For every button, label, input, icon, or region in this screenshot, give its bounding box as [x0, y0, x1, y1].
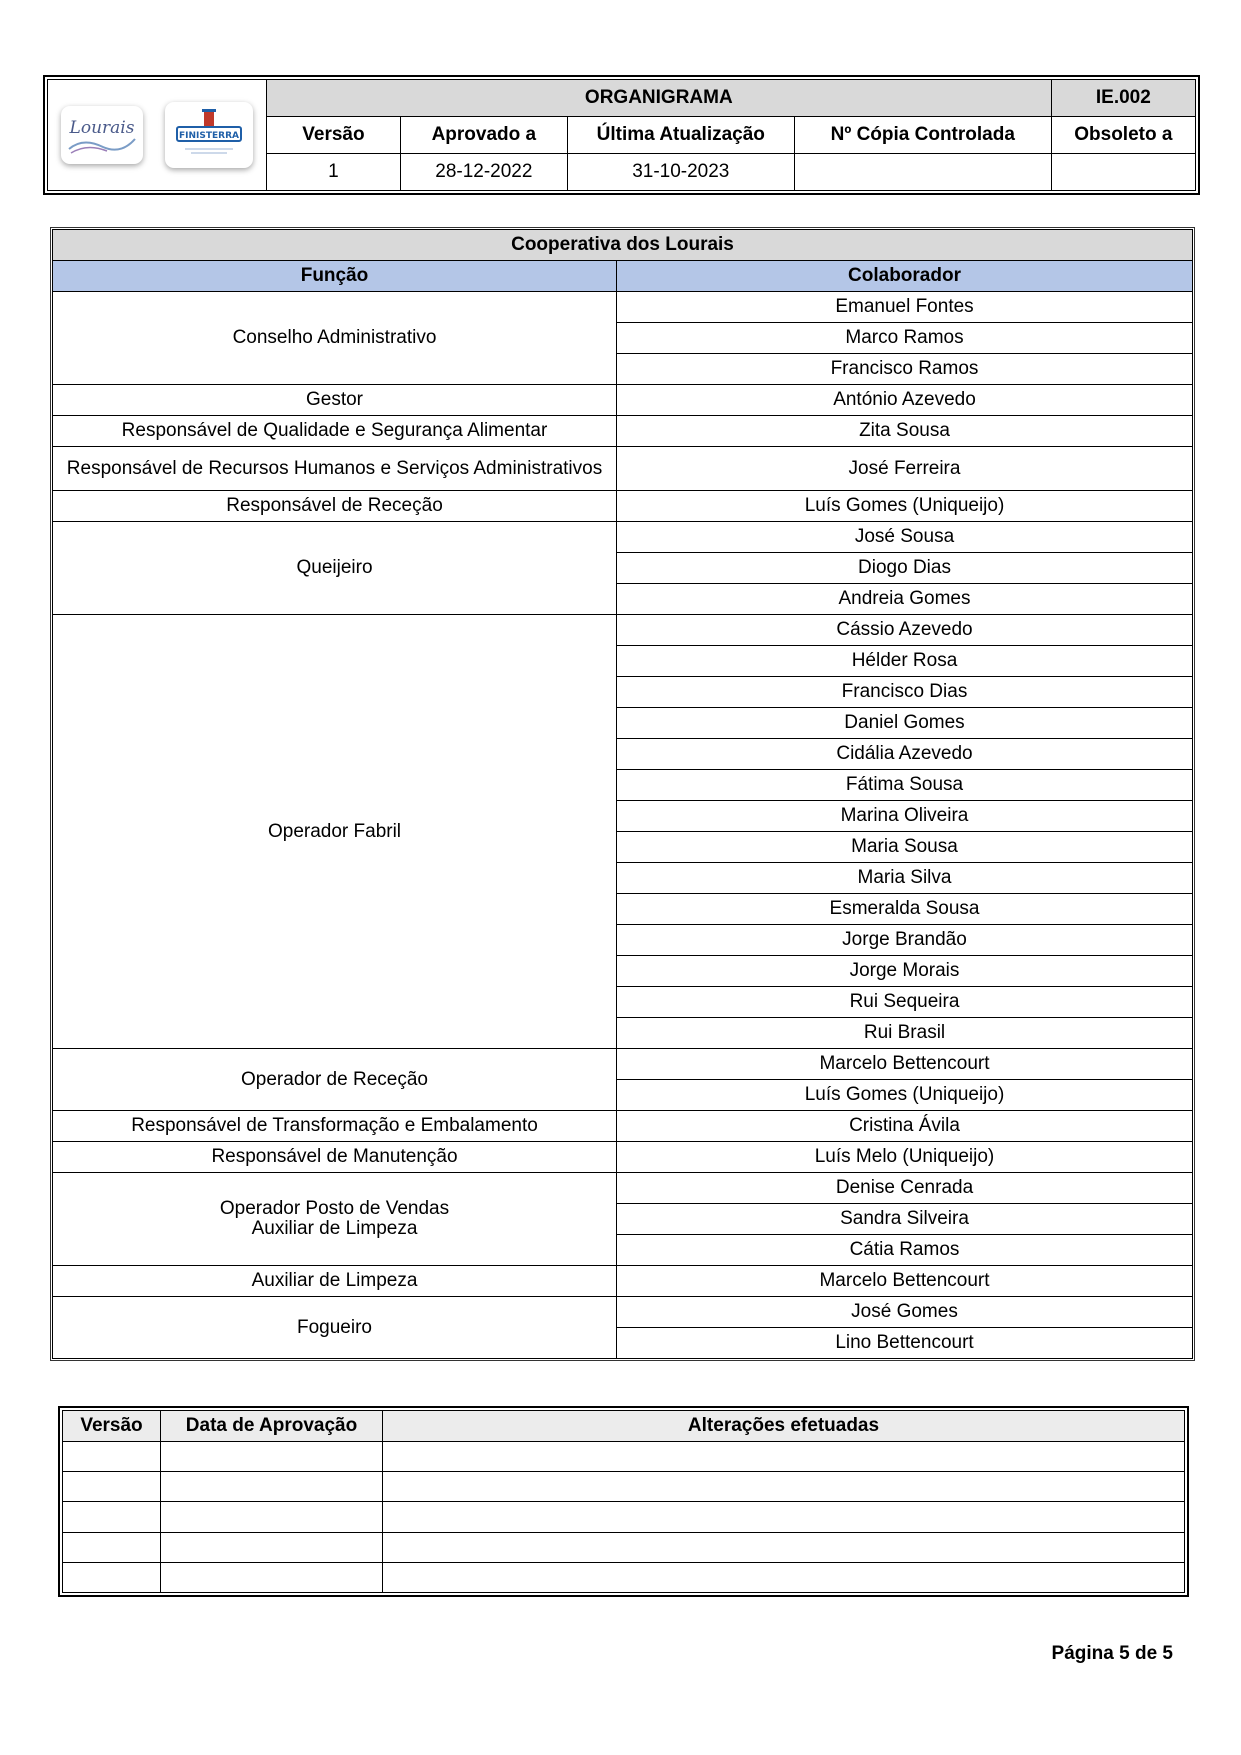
employee-cell: Emanuel Fontes: [617, 292, 1193, 323]
employee-cell: Rui Brasil: [617, 1018, 1193, 1049]
employee-cell: Marco Ramos: [617, 323, 1193, 354]
employee-cell: Marcelo Bettencourt: [617, 1266, 1193, 1297]
revision-date-cell: [161, 1532, 383, 1562]
revision-row: [63, 1472, 1185, 1502]
employee-cell: Jorge Morais: [617, 956, 1193, 987]
revision-row: [63, 1532, 1185, 1562]
revision-date-cell: [161, 1502, 383, 1532]
column-header-function: Função: [53, 261, 617, 292]
lourais-logo-text: Lourais: [69, 118, 135, 138]
employee-cell: Fátima Sousa: [617, 770, 1193, 801]
org-row: [53, 1142, 1193, 1173]
column-header-employee: Colaborador: [617, 261, 1193, 292]
revision-version-cell: [63, 1562, 161, 1592]
value-updated: 31-10-2023: [567, 154, 794, 191]
rev-header-changes: Alterações efetuadas: [383, 1411, 1185, 1442]
function-cell: Auxiliar de Limpeza: [53, 1266, 617, 1297]
revisions-table-wrapper: [58, 1406, 1189, 1597]
employee-cell: Denise Cenrada: [617, 1173, 1193, 1204]
revision-date-cell: [161, 1562, 383, 1592]
employee-cell: Maria Silva: [617, 863, 1193, 894]
employee-cell: José Ferreira: [617, 447, 1193, 491]
org-row: [53, 1049, 1193, 1080]
value-obsolete: [1051, 154, 1195, 191]
org-table-body: [53, 292, 1193, 1359]
function-cell: Operador Fabril: [53, 615, 617, 1049]
revision-changes-cell: [383, 1442, 1185, 1472]
revision-changes-cell: [383, 1472, 1185, 1502]
employee-cell: Luís Melo (Uniqueijo): [617, 1142, 1193, 1173]
function-cell: Responsável de Qualidade e Segurança Alimentar: [53, 416, 617, 447]
employee-cell: Francisco Ramos: [617, 354, 1193, 385]
revision-version-cell: [63, 1532, 161, 1562]
page-number: Página 5 de 5: [1051, 1643, 1173, 1664]
label-version: Versão: [266, 117, 400, 154]
org-row: [53, 385, 1193, 416]
function-cell: Responsável de Recursos Humanos e Serviços Administrativos: [53, 447, 617, 491]
employee-cell: Rui Sequeira: [617, 987, 1193, 1018]
org-row: [53, 292, 1193, 323]
revision-version-cell: [63, 1472, 161, 1502]
header-table: [47, 79, 1196, 191]
revisions-table: [62, 1410, 1185, 1593]
revision-changes-cell: [383, 1562, 1185, 1592]
employee-cell: António Azevedo: [617, 385, 1193, 416]
revisions-body: [63, 1442, 1185, 1593]
org-row: [53, 1173, 1193, 1204]
employee-cell: Luís Gomes (Uniqueijo): [617, 491, 1193, 522]
employee-cell: Francisco Dias: [617, 677, 1193, 708]
value-version: 1: [266, 154, 400, 191]
org-row: [53, 416, 1193, 447]
value-copy: [794, 154, 1051, 191]
employee-cell: Maria Sousa: [617, 832, 1193, 863]
function-cell: Responsável de Transformação e Embalamento: [53, 1111, 617, 1142]
document-header: [43, 75, 1200, 195]
label-obsolete: Obsoleto a: [1051, 117, 1195, 154]
revision-row: [63, 1502, 1185, 1532]
revision-changes-cell: [383, 1532, 1185, 1562]
lourais-logo: [61, 106, 143, 164]
finisterra-logo-text: FINISTERRA: [178, 131, 239, 141]
employee-cell: Sandra Silveira: [617, 1204, 1193, 1235]
employee-cell: Hélder Rosa: [617, 646, 1193, 677]
employee-cell: José Gomes: [617, 1297, 1193, 1328]
rev-header-date: Data de Aprovação: [161, 1411, 383, 1442]
employee-cell: Jorge Brandão: [617, 925, 1193, 956]
employee-cell: Lino Bettencourt: [617, 1328, 1193, 1359]
org-table-wrapper: [50, 227, 1195, 1361]
label-approved: Aprovado a: [400, 117, 567, 154]
org-title: Cooperativa dos Lourais: [53, 230, 1193, 261]
revision-date-cell: [161, 1472, 383, 1502]
employee-cell: Cristina Ávila: [617, 1111, 1193, 1142]
org-row: [53, 491, 1193, 522]
org-row: [53, 522, 1193, 553]
revision-version-cell: [63, 1502, 161, 1532]
revision-changes-cell: [383, 1502, 1185, 1532]
revision-version-cell: [63, 1442, 161, 1472]
org-row: [53, 615, 1193, 646]
value-approved: 28-12-2022: [400, 154, 567, 191]
employee-cell: Marina Oliveira: [617, 801, 1193, 832]
org-row: [53, 1111, 1193, 1142]
employee-cell: Cássio Azevedo: [617, 615, 1193, 646]
employee-cell: Cidália Azevedo: [617, 739, 1193, 770]
doc-title: ORGANIGRAMA: [266, 80, 1051, 117]
employee-cell: Andreia Gomes: [617, 584, 1193, 615]
rev-header-version: Versão: [63, 1411, 161, 1442]
revision-row: [63, 1442, 1185, 1472]
label-copy: Nº Cópia Controlada: [794, 117, 1051, 154]
employee-cell: Zita Sousa: [617, 416, 1193, 447]
employee-cell: Diogo Dias: [617, 553, 1193, 584]
employee-cell: Daniel Gomes: [617, 708, 1193, 739]
function-cell: Responsável de Receção: [53, 491, 617, 522]
employee-cell: Cátia Ramos: [617, 1235, 1193, 1266]
employee-cell: Marcelo Bettencourt: [617, 1049, 1193, 1080]
function-cell: Responsável de Manutenção: [53, 1142, 617, 1173]
revision-date-cell: [161, 1442, 383, 1472]
employee-cell: Luís Gomes (Uniqueijo): [617, 1080, 1193, 1111]
doc-code: IE.002: [1051, 80, 1195, 117]
label-updated: Última Atualização: [567, 117, 794, 154]
function-cell: Operador Posto de Vendas Auxiliar de Limpeza: [53, 1173, 617, 1266]
function-cell: Operador de Receção: [53, 1049, 617, 1111]
logos-cell: [48, 80, 267, 191]
org-table: [52, 229, 1193, 1359]
org-row: [53, 1297, 1193, 1328]
revision-row: [63, 1562, 1185, 1592]
org-row: [53, 447, 1193, 491]
function-cell: Queijeiro: [53, 522, 617, 615]
employee-cell: Esmeralda Sousa: [617, 894, 1193, 925]
employee-cell: José Sousa: [617, 522, 1193, 553]
function-cell: Gestor: [53, 385, 617, 416]
function-cell: Fogueiro: [53, 1297, 617, 1359]
function-cell: Conselho Administrativo: [53, 292, 617, 385]
finisterra-logo: [165, 102, 253, 168]
org-row: [53, 1266, 1193, 1297]
